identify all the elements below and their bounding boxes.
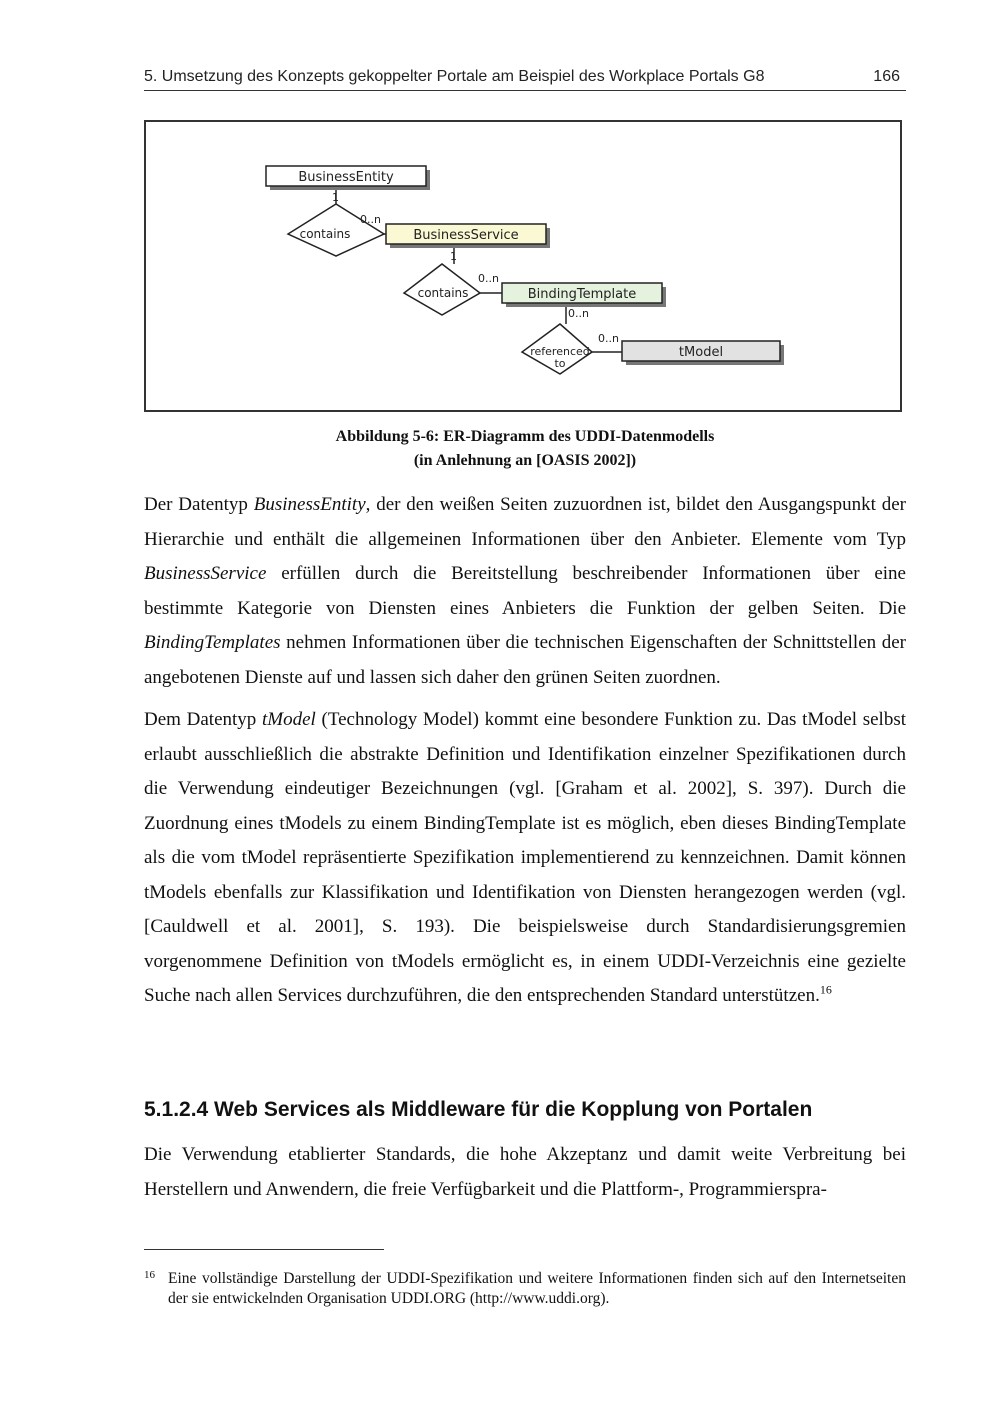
cardinality-binding-template-ref: 0..n: [568, 307, 589, 320]
relation-label-referenced: referenced: [530, 345, 590, 358]
caption-line-1: Abbildung 5-6: ER-Diagramm des UDDI-Datenmodells: [335, 428, 715, 445]
term-binding-templates: BindingTemplates: [144, 632, 281, 653]
page-number: 166: [873, 68, 900, 85]
relation-label-to: to: [554, 357, 566, 370]
running-header: [144, 66, 906, 91]
term-business-entity: BusinessEntity: [253, 494, 366, 515]
relation-referenced-to: [522, 324, 592, 374]
para1-text-3: erfüllen durch die Bereitstellung beschreibender Informationen über eine bestimmte Kategorie von Diensten eines Anbieters die Funktion der gelben Seiten. Die: [144, 563, 906, 619]
footnote-reference[interactable]: 16: [819, 982, 832, 997]
section-heading: 5.1.2.4 Web Services als Middleware für die Kopplung von Portalen: [144, 1098, 813, 1121]
cardinality-business-service-one: 1: [450, 250, 457, 263]
relation-label-contains-1: contains: [299, 227, 351, 241]
paragraph-business-entity: [144, 488, 906, 695]
entity-binding-template: [502, 283, 666, 307]
relation-contains-1: [288, 204, 384, 256]
er-diagram: [146, 122, 900, 410]
para1-text-2: , der den weißen Seiten zuzuordnen ist, bildet den Ausgangspunkt der Hierarchie und enthält die allgemeinen Informationen über den Anbieter. Elemente vom Typ: [144, 494, 906, 550]
relation-label-contains-2: contains: [417, 286, 469, 300]
entity-business-service: [386, 224, 550, 248]
footnote: [144, 1269, 906, 1309]
para1-text-4: nehmen Informationen über die technischen Eigenschaften der Schnittstellen der angebotenen Dienste auf und lassen sich daher den grünen Seiten zuordnen.: [144, 632, 906, 688]
paragraph-web-services: Die Verwendung etablierter Standards, die hohe Akzeptanz und damit weite Verbreitung bei Herstellern und Anwendern, die freie Verfügbarkeit und die Plattform-, Programmierspra-: [144, 1144, 906, 1200]
cardinality-business-service-many: 0..n: [360, 213, 381, 226]
relation-contains-2: [404, 264, 480, 315]
term-business-service: BusinessService: [144, 563, 267, 584]
term-tmodel: tModel: [261, 709, 316, 730]
cardinality-tmodel-many: 0..n: [598, 332, 619, 345]
entity-business-entity: [266, 166, 430, 190]
para1-text-1: Der Datentyp: [144, 494, 254, 515]
entity-label-tmodel: tModel: [678, 345, 724, 360]
entity-tmodel: [622, 341, 784, 365]
footnote-text: Eine vollständige Darstellung der UDDI-Spezifikation und weitere Informationen finden sich auf den Internetseiten der sie entwickelnden Organisation UDDI.ORG (http://www.uddi.org).: [168, 1270, 906, 1307]
para2-text-1: Dem Datentyp: [144, 709, 262, 730]
footnote-rule: [144, 1249, 384, 1250]
figure-caption: [144, 425, 906, 473]
para2-text-2: (Technology Model) kommt eine besondere Funktion zu. Das tModel selbst erlaubt ausschließlich die abstrakte Definition und Identifikation einzelner Spezifikationen durch die Verwendung eindeutiger Bezeichnungen (vgl. [Graham et al. 2002], S. 397). Durch die Zuordnung eines tModels zu einem BindingTemplate ist es möglich, eben dieses BindingTemplate als die vom tModel repräsentierte Spezifikation implementierend zu kennzeichnen. Damit können tModels ebenfalls zur Klassifikation und Identifikation von Diensten herangezogen werden (vgl. [Cauldwell et al. 2001], S. 193). Die beispielsweise durch Standardisierungsgremien vorgenommene Definition von tModels ermöglicht es, in einem UDDI-Verzeichnis eine gezielte Suche nach allen Services durchzuführen, die den entsprechenden Standard unterstützen.: [144, 709, 906, 1006]
caption-line-2: (in Anlehnung an [OASIS 2002]): [413, 452, 637, 469]
cardinality-binding-template-many: 0..n: [478, 272, 499, 285]
footnote-mark: 16: [144, 1269, 155, 1281]
entity-label-binding-template: BindingTemplate: [527, 287, 637, 302]
entity-label-business-service: BusinessService: [413, 228, 519, 243]
paragraph-tmodel: [144, 703, 906, 1014]
figure-frame: [144, 120, 902, 412]
entity-label-business-entity: BusinessEntity: [298, 170, 394, 185]
cardinality-business-entity: 1: [332, 191, 339, 204]
running-title: 5. Umsetzung des Konzepts gekoppelter Portale am Beispiel des Workplace Portals G8: [144, 68, 765, 85]
